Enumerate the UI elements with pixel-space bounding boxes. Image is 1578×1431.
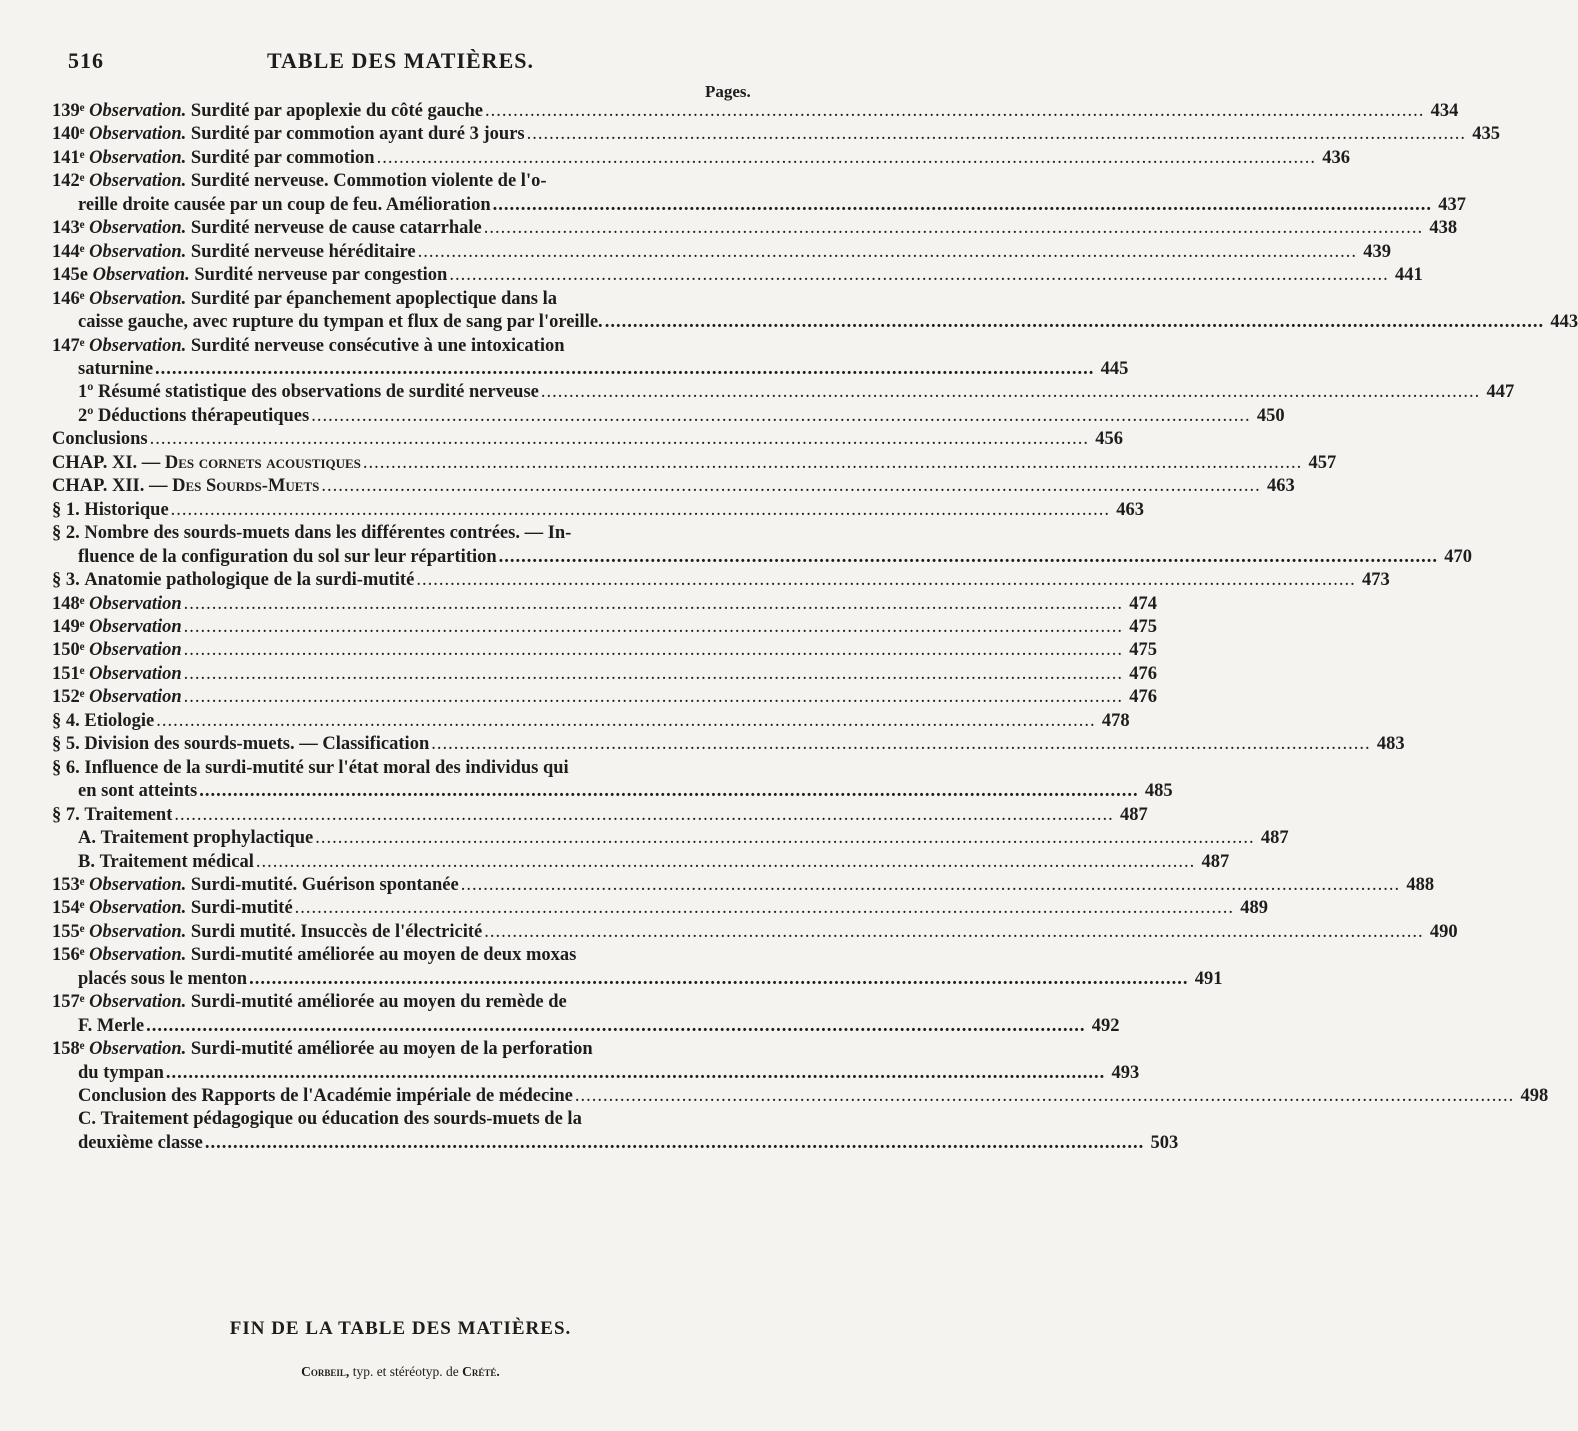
entry-prefix: CHAP. XI. — bbox=[52, 452, 161, 473]
entry-page: 489 bbox=[1240, 898, 1269, 919]
entry-text: Surdité par épanchement apoplectique dans la bbox=[190, 288, 558, 309]
toc-entry bbox=[52, 428, 1123, 451]
toc-entry bbox=[52, 874, 1435, 897]
dot-leader bbox=[363, 452, 1302, 475]
entry-observation: Observation. bbox=[92, 265, 190, 286]
dot-leader bbox=[156, 710, 1095, 733]
entry-page: 447 bbox=[1486, 382, 1515, 403]
entry-prefix: § 6. bbox=[52, 757, 80, 778]
entry-chapter-title: Des cornets acoustiques bbox=[164, 452, 361, 473]
entry-observation: Observation. bbox=[89, 992, 187, 1013]
entry-prefix: 140ᵉ bbox=[52, 124, 85, 145]
entry-text: Surdité par apoplexie du côté gauche bbox=[190, 101, 483, 121]
entry-prefix: 1º bbox=[78, 382, 94, 403]
toc-entry bbox=[52, 1108, 1179, 1155]
entry-page: 438 bbox=[1429, 218, 1458, 239]
entry-prefix: 144ᵉ bbox=[52, 241, 85, 262]
toc-entry bbox=[52, 288, 1578, 335]
toc-entry bbox=[52, 616, 1158, 639]
entry-text: Surdi-mutité améliorée au moyen de la perforation bbox=[190, 1039, 593, 1060]
colophon bbox=[0, 1364, 801, 1380]
entry-page: 435 bbox=[1472, 124, 1500, 145]
toc-entry bbox=[52, 569, 1390, 592]
entry-text: Surdité par commotion bbox=[190, 147, 375, 168]
entry-page: 463 bbox=[1116, 499, 1145, 520]
entry-observation: Observation bbox=[89, 616, 182, 637]
entry-prefix: 155ᵉ bbox=[52, 921, 85, 942]
entry-prefix: 146ᵉ bbox=[52, 288, 85, 309]
page-number: 516 bbox=[68, 48, 104, 73]
dot-leader bbox=[155, 358, 1094, 381]
entry-observation: Observation. bbox=[89, 921, 187, 942]
dot-leader bbox=[527, 123, 1466, 146]
entry-observation: Observation bbox=[89, 593, 182, 614]
toc-entry bbox=[52, 991, 1120, 1038]
toc-entry bbox=[52, 100, 1459, 123]
toc-entry bbox=[52, 804, 1148, 827]
running-head: TABLE DES MATIÈRES. bbox=[267, 48, 534, 73]
entry-observation: Observation. bbox=[89, 124, 187, 145]
entry-prefix: B. bbox=[78, 851, 95, 872]
entry-continuation: saturnine bbox=[78, 358, 154, 379]
entry-prefix: § 4. bbox=[52, 710, 80, 731]
entry-page: 443 bbox=[1550, 312, 1578, 333]
entry-text: Division des sourds-muets. — Classification bbox=[84, 734, 430, 755]
toc-entry bbox=[52, 499, 1145, 522]
entry-prefix: 154ᵉ bbox=[52, 898, 85, 919]
entry-prefix: § 3. bbox=[52, 570, 80, 591]
dot-leader bbox=[184, 639, 1123, 662]
entry-observation: Observation. bbox=[89, 945, 187, 966]
dot-leader bbox=[150, 428, 1089, 451]
dot-leader bbox=[416, 569, 1355, 592]
entry-text: Conclusion des Rapports de l'Académie impériale de médecine bbox=[78, 1086, 573, 1107]
entry-text: Traitement prophylactique bbox=[100, 828, 314, 849]
entry-prefix: 151ᵉ bbox=[52, 663, 85, 684]
dot-leader bbox=[461, 874, 1400, 897]
toc-entry bbox=[52, 335, 1129, 382]
dot-leader bbox=[199, 780, 1138, 803]
entry-text: Surdité nerveuse. Commotion violente de l'o- bbox=[190, 171, 547, 192]
entry-observation: Observation. bbox=[89, 335, 187, 356]
dot-leader bbox=[418, 241, 1357, 264]
entry-prefix: 147ᵉ bbox=[52, 335, 85, 356]
colophon-text: typ. et stéréotyp. de bbox=[352, 1364, 459, 1379]
entry-page: 441 bbox=[1394, 265, 1423, 286]
entry-text: Anatomie pathologique de la surdi-mutité bbox=[84, 570, 415, 591]
entry-prefix: 152ᵉ bbox=[52, 687, 85, 708]
entry-prefix: CHAP. XII. — bbox=[52, 476, 168, 497]
entry-observation: Observation. bbox=[89, 101, 187, 121]
entry-page: 492 bbox=[1091, 1015, 1120, 1036]
dot-leader bbox=[256, 851, 1195, 874]
entry-page: 473 bbox=[1361, 570, 1390, 591]
colophon-printer: Crété. bbox=[462, 1364, 500, 1379]
entry-text: Surdité par commotion ayant duré 3 jours bbox=[190, 124, 525, 145]
toc-entry bbox=[52, 921, 1458, 944]
toc-entry bbox=[52, 1038, 1140, 1085]
entry-page: 450 bbox=[1256, 405, 1285, 426]
entry-text: Résumé statistique des observations de surdité nerveuse bbox=[97, 382, 539, 403]
entry-text: Déductions thérapeutiques bbox=[97, 405, 310, 426]
entry-text: Surdi-mutité. Guérison spontanée bbox=[190, 874, 459, 895]
entry-observation: Observation. bbox=[89, 288, 187, 309]
entry-continuation: fluence de la configuration du sol sur leur répartition bbox=[78, 546, 497, 567]
entry-observation: Observation. bbox=[89, 171, 187, 192]
dot-leader bbox=[575, 1085, 1514, 1108]
entry-page: 445 bbox=[1100, 358, 1129, 379]
entry-prefix: 2º bbox=[78, 405, 94, 426]
entry-observation: Observation. bbox=[89, 241, 187, 262]
entry-page: 439 bbox=[1363, 241, 1391, 262]
entry-prefix: 153ᵉ bbox=[52, 874, 85, 895]
dot-leader bbox=[499, 546, 1438, 569]
toc-entry bbox=[52, 381, 1515, 404]
toc-entry bbox=[52, 897, 1269, 920]
toc-entry bbox=[52, 593, 1158, 616]
dot-leader bbox=[146, 1015, 1085, 1038]
table-of-contents bbox=[52, 100, 1578, 1155]
entry-text: Influence de la surdi-mutité sur l'état moral des individus qui bbox=[84, 757, 569, 778]
entry-observation: Observation. bbox=[89, 147, 187, 168]
dot-leader bbox=[174, 804, 1113, 827]
entry-prefix: 157ᵉ bbox=[52, 992, 85, 1013]
toc-entry bbox=[52, 475, 1295, 498]
entry-prefix: C. bbox=[78, 1109, 96, 1130]
dot-leader bbox=[315, 827, 1254, 850]
toc-entry bbox=[52, 757, 1173, 804]
entry-observation: Observation. bbox=[89, 874, 187, 895]
entry-continuation: deuxième classe bbox=[78, 1132, 203, 1153]
entry-text: Etiologie bbox=[84, 710, 155, 731]
entry-text: Surdité nerveuse héréditaire bbox=[190, 241, 416, 262]
entry-prefix: 141ᵉ bbox=[52, 147, 85, 168]
dot-leader bbox=[205, 1132, 1144, 1155]
pages-column-label: Pages. bbox=[705, 82, 751, 101]
colophon-city: Corbeil, bbox=[301, 1364, 350, 1379]
toc-entry bbox=[52, 827, 1289, 850]
entry-observation: Observation bbox=[89, 663, 182, 684]
dot-leader bbox=[171, 499, 1110, 522]
dot-leader bbox=[184, 593, 1123, 616]
entry-prefix: § 1. bbox=[52, 499, 80, 520]
entry-text: Surdi mutité. Insuccès de l'électricité bbox=[190, 921, 483, 942]
entry-prefix: 156ᵉ bbox=[52, 945, 85, 966]
dot-leader bbox=[184, 616, 1123, 639]
toc-entry bbox=[52, 663, 1158, 686]
dot-leader bbox=[449, 264, 1388, 287]
toc-entry bbox=[52, 452, 1337, 475]
entry-text: Surdi-mutité améliorée au moyen du remède de bbox=[190, 992, 567, 1013]
entry-chapter-title: Des Sourds-Muets bbox=[172, 476, 320, 497]
entry-page: 487 bbox=[1201, 851, 1230, 872]
entry-page: 457 bbox=[1308, 452, 1337, 473]
toc-entry bbox=[52, 170, 1467, 217]
dot-leader bbox=[321, 475, 1260, 498]
dot-leader bbox=[484, 217, 1423, 240]
entry-continuation: F. Merle bbox=[78, 1015, 145, 1036]
dot-leader bbox=[184, 686, 1123, 709]
entry-page: 475 bbox=[1129, 640, 1158, 661]
entry-prefix: 150ᵉ bbox=[52, 640, 85, 661]
entry-observation: Observation bbox=[89, 640, 182, 661]
entry-page: 485 bbox=[1144, 781, 1173, 802]
dot-leader bbox=[166, 1062, 1105, 1085]
entry-continuation: du tympan bbox=[78, 1062, 164, 1083]
entry-observation: Observation. bbox=[89, 1039, 187, 1060]
entry-text: Nombre des sourds-muets dans les différentes contrées. — In- bbox=[84, 523, 572, 544]
dot-leader bbox=[184, 663, 1123, 686]
toc-entry bbox=[52, 710, 1130, 733]
entry-page: 487 bbox=[1260, 828, 1289, 849]
dot-leader bbox=[485, 100, 1424, 123]
entry-observation: Observation. bbox=[89, 898, 187, 919]
entry-text: Traitement médical bbox=[99, 851, 254, 872]
toc-entry bbox=[52, 241, 1391, 264]
entry-observation: Observation. bbox=[89, 218, 187, 239]
entry-page: 434 bbox=[1430, 101, 1459, 121]
entry-text: Conclusions bbox=[52, 429, 148, 450]
entry-page: 463 bbox=[1267, 476, 1295, 497]
entry-prefix: 145e bbox=[52, 265, 88, 286]
entry-page: 490 bbox=[1429, 921, 1458, 942]
entry-text: Historique bbox=[84, 499, 169, 520]
entry-page: 487 bbox=[1120, 804, 1148, 825]
entry-page: 476 bbox=[1129, 687, 1158, 708]
entry-page: 488 bbox=[1406, 874, 1435, 895]
dot-leader bbox=[295, 897, 1234, 920]
entry-page: 478 bbox=[1101, 710, 1130, 731]
entry-page: 474 bbox=[1129, 593, 1158, 614]
dot-leader bbox=[493, 194, 1432, 217]
entry-prefix: § 5. bbox=[52, 734, 80, 755]
entry-page: 470 bbox=[1444, 546, 1473, 567]
page-header bbox=[0, 48, 801, 78]
entry-text: Traitement bbox=[84, 804, 173, 825]
entry-page: 475 bbox=[1129, 616, 1158, 637]
entry-prefix: A. bbox=[78, 828, 96, 849]
dot-leader bbox=[541, 381, 1480, 404]
entry-prefix: 158ᵉ bbox=[52, 1039, 85, 1060]
entry-page: 483 bbox=[1376, 734, 1405, 755]
toc-entry bbox=[52, 522, 1473, 569]
entry-continuation: reille droite causée par un coup de feu. Amélioration bbox=[78, 194, 491, 215]
entry-prefix: 148ᵉ bbox=[52, 593, 85, 614]
entry-page: 493 bbox=[1111, 1062, 1140, 1083]
entry-page: 491 bbox=[1194, 968, 1223, 989]
entry-prefix: § 7. bbox=[52, 804, 80, 825]
entry-page: 476 bbox=[1129, 663, 1158, 684]
toc-entry bbox=[52, 147, 1350, 170]
dot-leader bbox=[249, 968, 1188, 991]
entry-page: 436 bbox=[1322, 147, 1350, 168]
entry-text: Surdi-mutité bbox=[190, 898, 293, 919]
entry-text: Surdi-mutité améliorée au moyen de deux moxas bbox=[190, 945, 577, 966]
entry-observation: Observation bbox=[89, 687, 182, 708]
entry-continuation: placés sous le menton bbox=[78, 968, 248, 989]
entry-prefix: 139ᵉ bbox=[52, 101, 85, 121]
entry-page: 456 bbox=[1095, 429, 1123, 450]
toc-entry bbox=[52, 639, 1158, 662]
toc-entry bbox=[52, 405, 1285, 428]
entry-prefix: 149ᵉ bbox=[52, 616, 85, 637]
toc-entry bbox=[52, 264, 1423, 287]
entry-text: Traitement pédagogique ou éducation des sourds-muets de la bbox=[100, 1109, 582, 1130]
entry-page: 498 bbox=[1520, 1086, 1549, 1107]
entry-continuation: en sont atteints bbox=[78, 781, 198, 802]
entry-prefix: § 2. bbox=[52, 523, 80, 544]
entry-continuation: caisse gauche, avec rupture du tympan et flux de sang par l'oreille. bbox=[78, 312, 603, 333]
entry-page: 503 bbox=[1150, 1132, 1179, 1153]
toc-entry bbox=[52, 944, 1223, 991]
entry-page: 437 bbox=[1438, 194, 1467, 215]
dot-leader bbox=[484, 921, 1423, 944]
entry-text: Surdité nerveuse par congestion bbox=[194, 265, 448, 286]
toc-entry bbox=[52, 851, 1230, 874]
entry-text: Surdité nerveuse consécutive à une intoxication bbox=[190, 335, 565, 356]
toc-entry bbox=[52, 686, 1158, 709]
end-title: FIN DE LA TABLE DES MATIÈRES. bbox=[229, 1318, 572, 1339]
dot-leader bbox=[377, 147, 1316, 170]
dot-leader bbox=[431, 733, 1370, 756]
dot-leader bbox=[311, 405, 1250, 428]
dot-leader bbox=[605, 311, 1544, 334]
toc-entry bbox=[52, 1085, 1549, 1108]
entry-prefix: 142ᵉ bbox=[52, 171, 85, 192]
entry-prefix: 143ᵉ bbox=[52, 218, 85, 239]
toc-entry bbox=[52, 123, 1500, 146]
entry-text: Surdité nerveuse de cause catarrhale bbox=[190, 218, 482, 239]
toc-entry bbox=[52, 733, 1405, 756]
toc-entry bbox=[52, 217, 1458, 240]
